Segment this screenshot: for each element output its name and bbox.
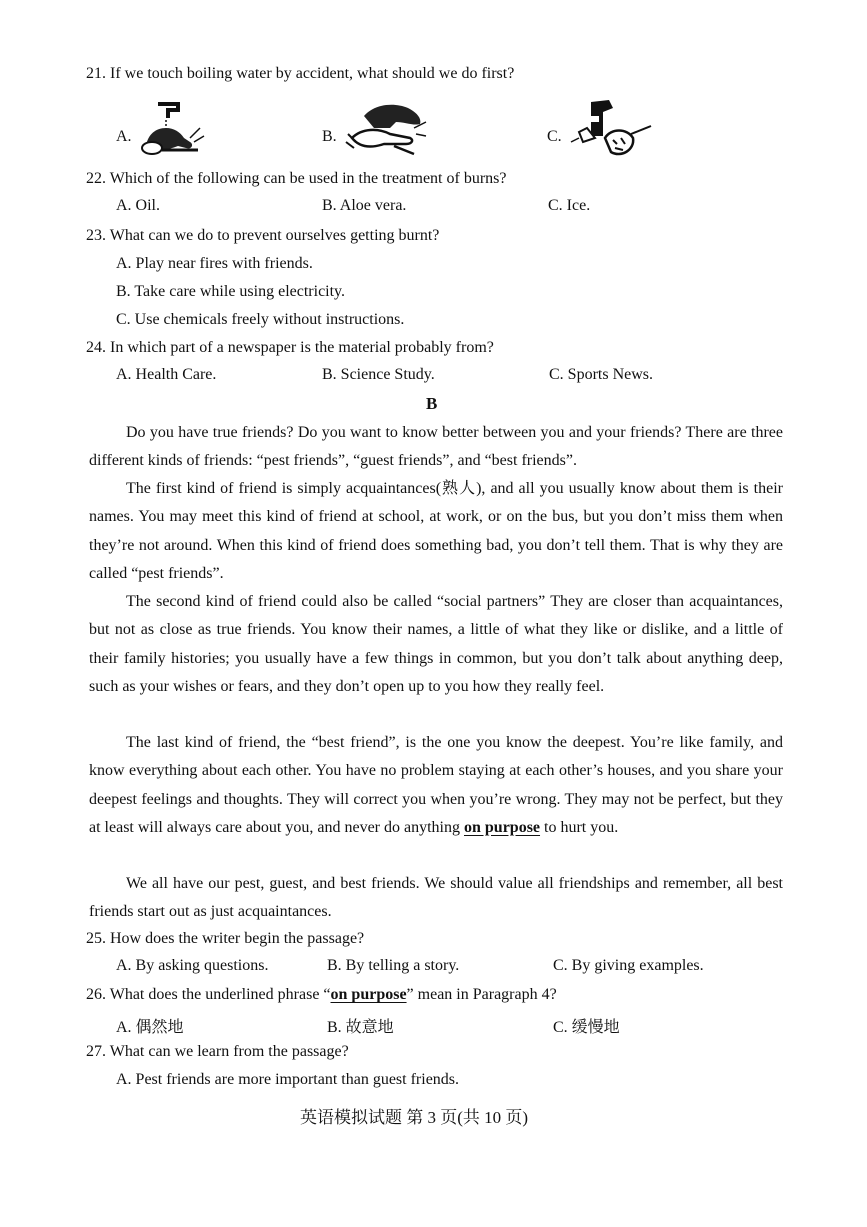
passage-paragraph-5 [89,870,783,927]
question-text: 26. What does the underlined phrase “ [86,986,331,1003]
passage-paragraph-2 [89,475,783,588]
q25-option-b[interactable]: B. By telling a story. [327,957,460,974]
q27-option-a[interactable]: A. Pest friends are more important than guest friends. [116,1071,460,1088]
q25-options [116,957,766,977]
q23-option-a[interactable]: A. Play near fires with friends. [116,255,313,272]
question-21: 21. If we touch boiling water by accident, what should we do first? [86,65,515,82]
q25-option-c[interactable]: C. By giving examples. [553,957,704,974]
q26-option-b[interactable]: B. 故意地 [327,1019,394,1036]
paragraph-text: The second kind of friend could also be called “social partners” They are closer than acquaintances, but not as close as true friends. You know their names, a little of what they like or dislike, and a little of their family histories; you usually have a few things in common, but you don’t talk about anything deep, such as your wishes or fears, and they don’t open up to you how they really feel. [89,593,783,695]
q26-option-a[interactable]: A. 偶然地 [116,1019,184,1036]
q23-option-b[interactable]: B. Take care while using electricity. [116,283,346,300]
option-label: C. [547,128,562,145]
question-23: 23. What can we do to prevent ourselves getting burnt? [86,227,440,244]
question-27: 27. What can we learn from the passage? [86,1043,349,1060]
hand-scratching-icon [344,98,428,158]
q26-option-c[interactable]: C. 缓慢地 [553,1019,620,1036]
passage-paragraph-1 [89,419,783,476]
q25-option-a[interactable]: A. By asking questions. [116,957,269,974]
paragraph-text: The first kind of friend is simply acquaintances(熟人), and all you usually know about them is their names. You may meet this kind of friend at school, at work, or on the bus, but you don’t miss them when they’re not around. When this kind of friend does something bad, you don’t tell them. That is why they are called “pest friends”. [89,480,783,582]
q24-options [116,366,766,386]
paragraph-text: The last kind of friend, the “best friend”, is the one you know the deepest. You’re like family, and know everything about each other. You have no problem staying at each other’s houses, and you share your deepest feelings and thoughts. They will correct you when you’re wrong. They may not be perfect, but they at least will always care about you, and never do anything [89,734,783,836]
question-25: 25. How does the writer begin the passage? [86,930,365,947]
question-24: 24. In which part of a newspaper is the material probably from? [86,339,494,356]
paragraph-text: Do you have true friends? Do you want to know better between you and your friends? There are three different kinds of friends: “pest friends”, “guest friends”, and “best friends”. [89,424,783,470]
question-22: 22. Which of the following can be used in the treatment of burns? [86,170,507,187]
paragraph-text: to hurt you. [540,818,619,836]
question-26 [86,985,557,1005]
ointment-tube-icon [569,98,653,164]
paragraph-text: We all have our pest, guest, and best friends. We should value all friendships and remember, all best friends start out as just acquaintances. [89,875,783,921]
passage-paragraph-3 [89,588,783,701]
question-text: ” mean in Paragraph 4? [406,986,557,1003]
q24-option-c[interactable]: C. Sports News. [549,366,654,383]
q22-option-c[interactable]: C. Ice. [548,197,591,214]
page-footer: 英语模拟试题 第 3 页(共 10 页) [300,1108,529,1127]
q22-option-b[interactable]: B. Aloe vera. [322,197,407,214]
q24-option-b[interactable]: B. Science Study. [322,366,435,383]
section-b-heading: B [426,394,438,413]
option-label: B. [322,128,337,145]
q24-option-a[interactable]: A. Health Care. [116,366,217,383]
passage-paragraph-4 [89,729,783,842]
option-label: A. [116,128,132,145]
underlined-phrase: on purpose [330,986,407,1003]
q23-option-c[interactable]: C. Use chemicals freely without instructions. [116,311,405,328]
hand-under-tap-icon [138,98,208,158]
underlined-phrase: on purpose [464,818,541,836]
q22-options [116,197,766,217]
q26-options [116,1014,766,1034]
q22-option-a[interactable]: A. Oil. [116,197,160,214]
